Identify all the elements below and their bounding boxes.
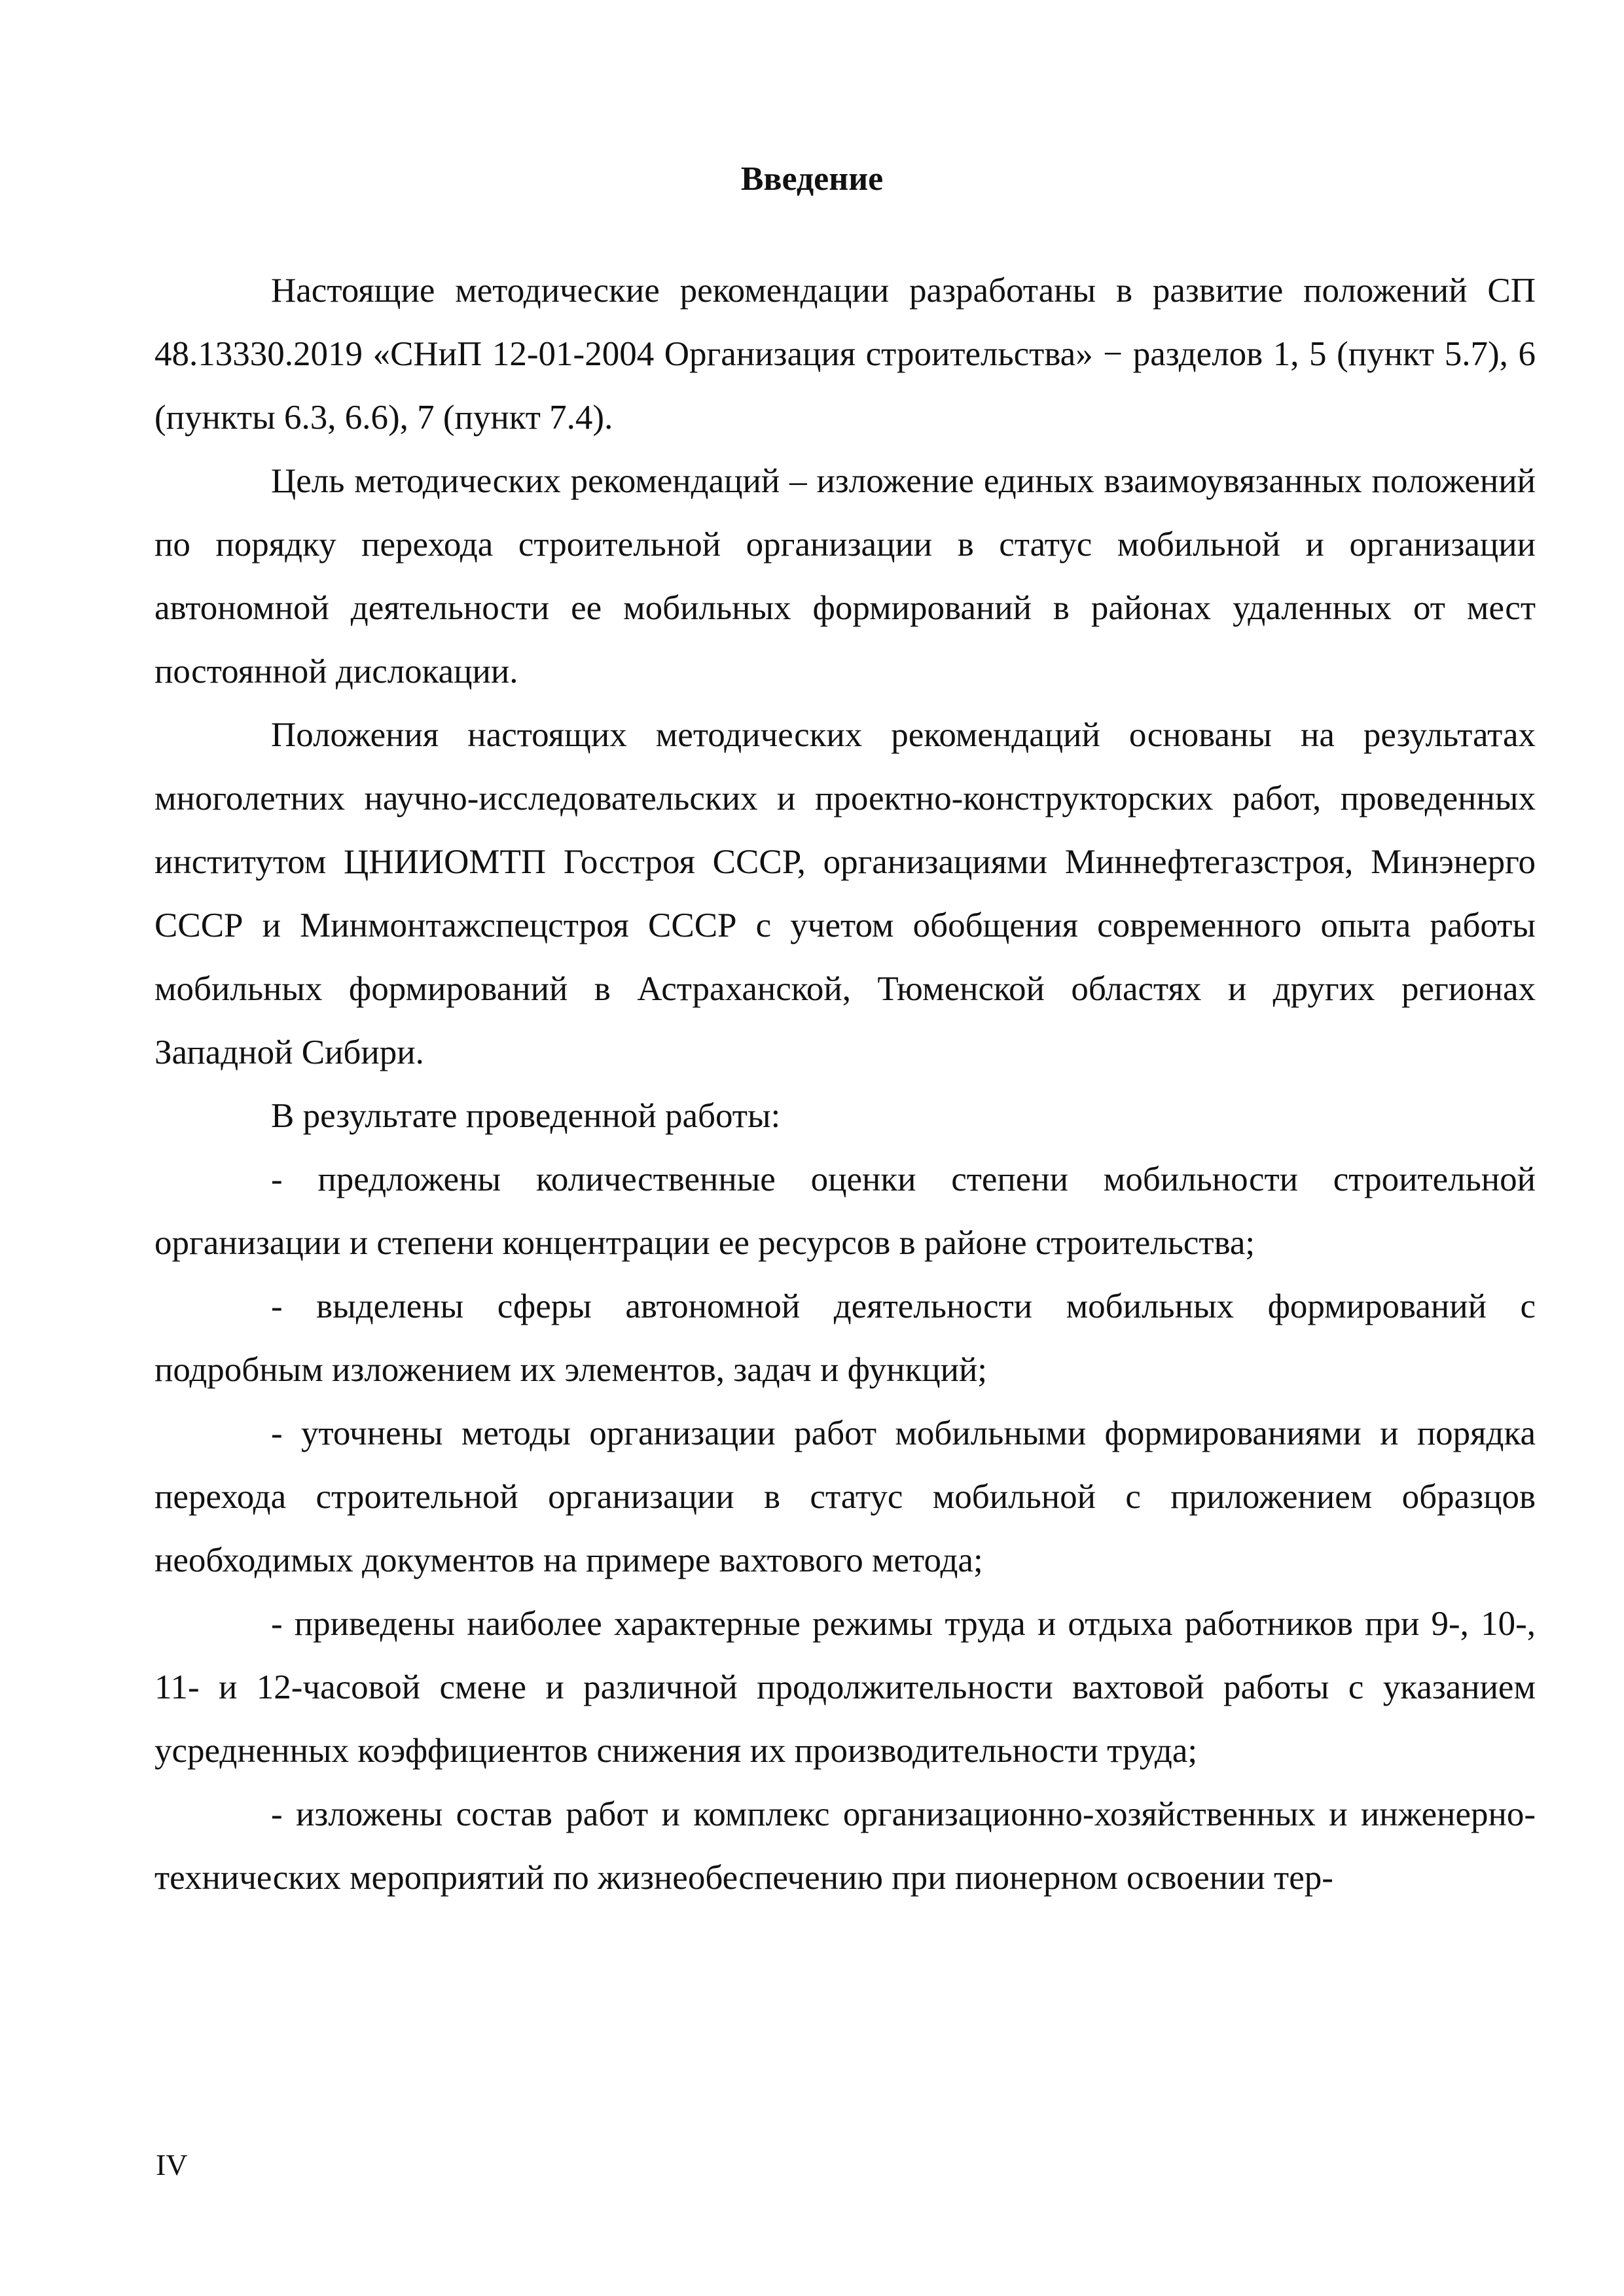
list-item: - предложены количественные оценки степени мобильности строительной организации и степени концентрации ее ресурсов в районе строительства; — [154, 1160, 1536, 1262]
paragraph-basis: Положения настоящих методических рекомендаций основаны на результатах многолетних научно-исследовательских и проектно-конструкторских работ, проведенных институтом ЦНИИОМТП Госстроя СССР, организациями Миннефтегазстроя, Минэнерго СССР и Минмонтажспецстроя СССР с учетом обобщения современного опыта работы мобильных формирований в Астраханской, Тюменской областях и других регионах Западной Сибири. — [154, 716, 1536, 1071]
paragraph-intro: Настоящие методические рекомендации разработаны в развитие положений СП 48.13330.2019 «СНиП 12-01-2004 Организация строительства» − разделов 1, 5 (пункт 5.7), 6 (пункты 6.3, 6.6), 7 (пункт 7.4). — [154, 272, 1536, 437]
list-item: - выделены сферы автономной деятельности мобильных формирований с подробным изложением их элементов, задач и функций; — [154, 1287, 1536, 1389]
page-number: IV — [156, 2148, 188, 2181]
list-item-continued: - изложены состав работ и комплекс организационно-хозяйственных и инженерно-технических мероприятий по жизнеобеспечению при пионерном освоении тер- — [154, 1795, 1536, 1897]
list-item: - уточнены методы организации работ мобильными формированиями и порядка перехода строительной организации в статус мобильной с приложением образцов необходимых документов на примере вахтового метода; — [154, 1414, 1536, 1579]
list-item: - приведены наиболее характерные режимы труда и отдыха работников при 9-, 10-, 11- и 12-часовой смене и различной продолжительности вахтовой работы с указанием усредненных коэффициентов снижения их производительности труда; — [154, 1605, 1536, 1770]
body-text — [154, 259, 1536, 1910]
paragraph-goal: Цель методических рекомендаций – изложение единых взаимоувязанных положений по порядку перехода строительной организации в статус мобильной и организации автономной деятельности ее мобильных формирований в районах удаленных от мест постоянной дислокации. — [154, 462, 1536, 691]
paragraph-results-lead: В результате проведенной работы: — [271, 1097, 781, 1135]
page-title: Введение — [740, 160, 884, 198]
